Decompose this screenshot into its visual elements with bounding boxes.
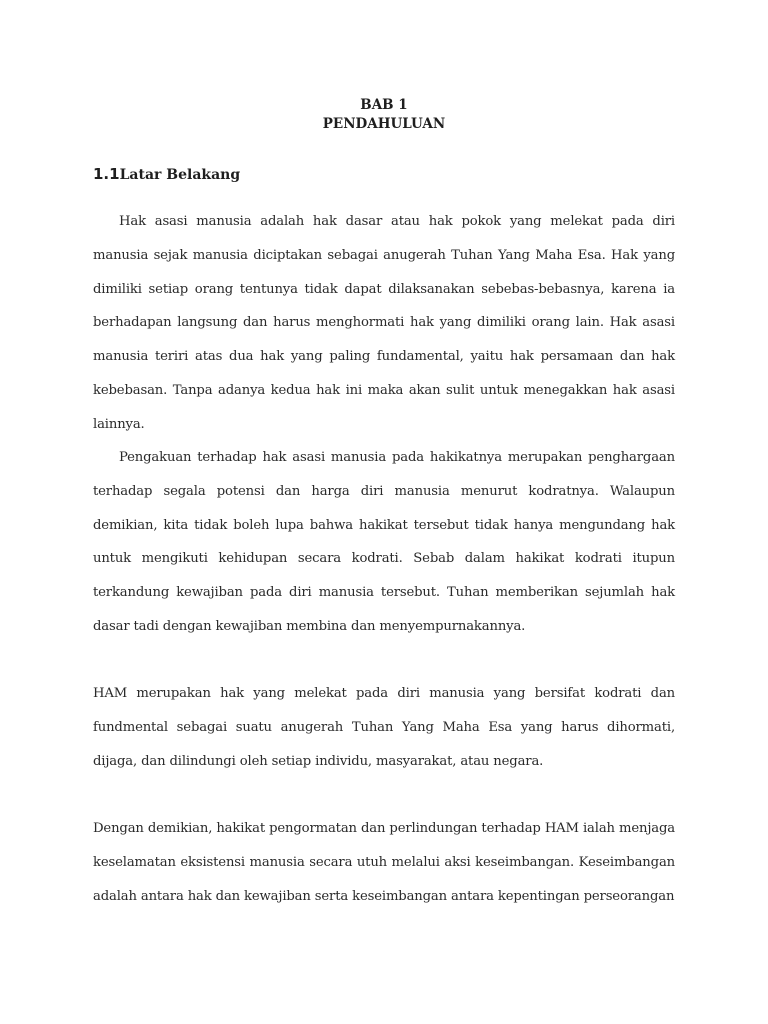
section-number: 1.1 [93,165,120,183]
chapter-title: PENDAHULUAN [322,116,446,132]
paragraph: HAM merupakan hak yang melekat pada diri manusia yang bersifat kodrati dan fundmental sebagai suatu anugerah Tuhan Yang Maha Esa yang harus dihormati, dijaga, dan dilindungi oleh setiap individu, masyarakat, atau negara. [93,686,675,769]
chapter-label: BAB 1 [360,97,408,113]
paragraph: Dengan demikian, hakikat pengormatan dan perlindungan terhadap HAM ialah menjaga keselamatan eksistensi manusia secara utuh melalui aksi keseimbangan. Keseimbangan adalah antara hak dan kewajiban serta keseimbangan antara kepentingan perseorangan [93,821,675,904]
chapter-heading [0,96,768,134]
section-title: Latar Belakang [119,167,241,183]
paragraph: Hak asasi manusia adalah hak dasar atau hak pokok yang melekat pada diri manusia sejak manusia diciptakan sebagai anugerah Tuhan Yang Maha Esa. Hak yang dimiliki setiap orang tentunya tidak dapat dilaksanakan sebebas-bebasnya, karena ia berhadapan langsung dan harus menghormati hak yang dimiliki orang lain. Hak asasi manusia teriri atas dua hak yang paling fundamental, yaitu hak persamaan dan hak kebebasan. Tanpa adanya kedua hak ini maka akan sulit untuk menegakkan hak asasi lainnya. [93,214,675,432]
paragraph: Pengakuan terhadap hak asasi manusia pada hakikatnya merupakan penghargaan terhadap segala potensi dan harga diri manusia menurut kodratnya. Walaupun demikian, kita tidak boleh lupa bahwa hakikat tersebut tidak hanya mengundang hak untuk mengikuti kehidupan secara kodrati. Sebab dalam hakikat kodrati itupun terkandung kewajiban pada diri manusia tersebut. Tuhan memberikan sejumlah hak dasar tadi dengan kewajiban membina dan menyempurnakannya. [93,450,675,634]
section-heading [93,165,240,183]
